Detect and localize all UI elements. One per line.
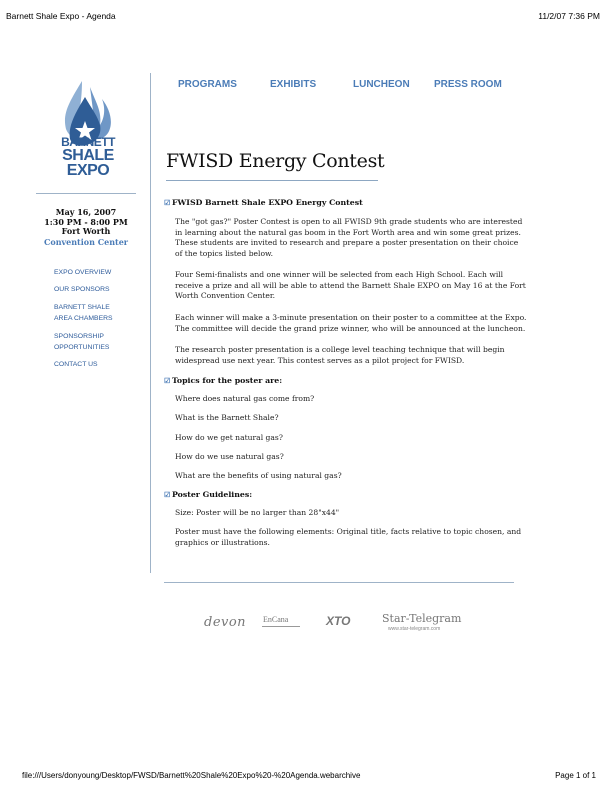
- contest-paragraph-3: Each winner will make a 3-minute presentation on their poster to a committee at the Expo. The committee will decide the grand prize winner, who will be announced at the luncheon.: [175, 313, 527, 333]
- checkmark-icon: ☑: [164, 198, 171, 207]
- event-info: [36, 208, 136, 237]
- print-footer-url: file:///Users/donyoung/Desktop/FWSD/Barnett%20Shale%20Expo%20-%20Agenda.webarchive: [22, 771, 361, 780]
- print-header-datetime: 11/2/07 7:36 PM: [538, 11, 600, 21]
- nav-luncheon[interactable]: LUNCHEON: [353, 79, 410, 90]
- logo-line-shale: SHALE: [62, 147, 114, 164]
- logo-line-barnett: BARNETT: [61, 135, 115, 149]
- sponsor-encana-logo[interactable]: EnCana: [263, 615, 289, 624]
- star-telegram-url: www.star-telegram.com: [388, 626, 441, 632]
- guidelines-heading-text: Poster Guidelines:: [172, 490, 253, 499]
- topics-heading-text: Topics for the poster are:: [172, 376, 283, 385]
- sidebar-item-contact-us[interactable]: CONTACT US: [54, 361, 98, 368]
- sidebar-item-opportunities[interactable]: OPPORTUNITIES: [54, 344, 110, 351]
- title-rule: [166, 180, 378, 181]
- sidebar-item-expo-overview[interactable]: EXPO OVERVIEW: [54, 269, 112, 276]
- guideline-size: Size: Poster will be no larger than 28"x44": [175, 508, 340, 517]
- checkmark-icon: ☑: [164, 490, 171, 499]
- guidelines-heading: [164, 490, 252, 499]
- logo-line-expo: EXPO: [66, 162, 110, 179]
- topic-item: What is the Barnett Shale?: [175, 413, 279, 422]
- footer-rule: [164, 582, 514, 583]
- checkmark-icon: ☑: [164, 376, 171, 385]
- contest-paragraph-1: The "got gas?" Poster Contest is open to all FWISD 9th grade students who are interested in learning about the natural gas boom in the Fort Worth area and win some great prizes. These students are invited to research and prepare a poster presentation on their choice of the topics listed below.: [175, 217, 523, 258]
- print-footer-page: Page 1 of 1: [555, 771, 596, 780]
- topics-heading: [164, 376, 282, 385]
- sponsor-xto-logo[interactable]: XTO: [326, 614, 351, 628]
- sidebar-item-barnett-shale[interactable]: BARNETT SHALE: [54, 304, 110, 311]
- event-time: 1:30 PM - 8:00 PM: [44, 216, 128, 227]
- guideline-elements: Poster must have the following elements: Original title, facts relative to topic chosen, and graphics or illustrations.: [175, 527, 522, 547]
- sponsor-star-telegram-logo[interactable]: Star-Telegram: [382, 612, 462, 625]
- topic-item: How do we use natural gas?: [175, 452, 284, 461]
- sidebar-item-sponsorship[interactable]: SPONSORSHIP: [54, 333, 104, 340]
- sponsor-devon-logo[interactable]: devon: [204, 615, 247, 630]
- encana-underline: [262, 626, 300, 627]
- sidebar-item-area-chambers[interactable]: AREA CHAMBERS: [54, 315, 113, 322]
- sidebar-rule: [36, 193, 136, 194]
- sidebar-item-our-sponsors[interactable]: OUR SPONSORS: [54, 286, 110, 293]
- contest-paragraph-2: Four Semi-finalists and one winner will be selected from each High School. Each will receive a prize and all will be able to attend the Barnett Shale EXPO on May 16 at the Fort Worth Convention Center.: [175, 270, 526, 301]
- nav-exhibits[interactable]: EXHIBITS: [270, 79, 317, 90]
- content-divider: [150, 73, 151, 573]
- nav-press-room[interactable]: PRESS ROOM: [434, 79, 502, 90]
- contest-paragraph-4: The research poster presentation is a college level teaching technique that will begin widespread use next year. This contest serves as a pilot project for FWISD.: [175, 345, 505, 365]
- contest-heading: [164, 198, 363, 207]
- topic-item: How do we get natural gas?: [175, 433, 283, 442]
- print-header-title: Barnett Shale Expo - Agenda: [6, 11, 116, 21]
- topic-item: What are the benefits of using natural gas?: [175, 471, 342, 480]
- topic-item: Where does natural gas come from?: [175, 394, 315, 403]
- page-title: FWISD Energy Contest: [166, 150, 385, 172]
- event-city: Fort Worth: [61, 226, 111, 236]
- contest-heading-text: FWISD Barnett Shale EXPO Energy Contest: [172, 198, 363, 207]
- nav-programs[interactable]: PROGRAMS: [178, 79, 237, 90]
- event-venue[interactable]: Convention Center: [43, 237, 129, 247]
- event-date: May 16, 2007: [55, 207, 117, 217]
